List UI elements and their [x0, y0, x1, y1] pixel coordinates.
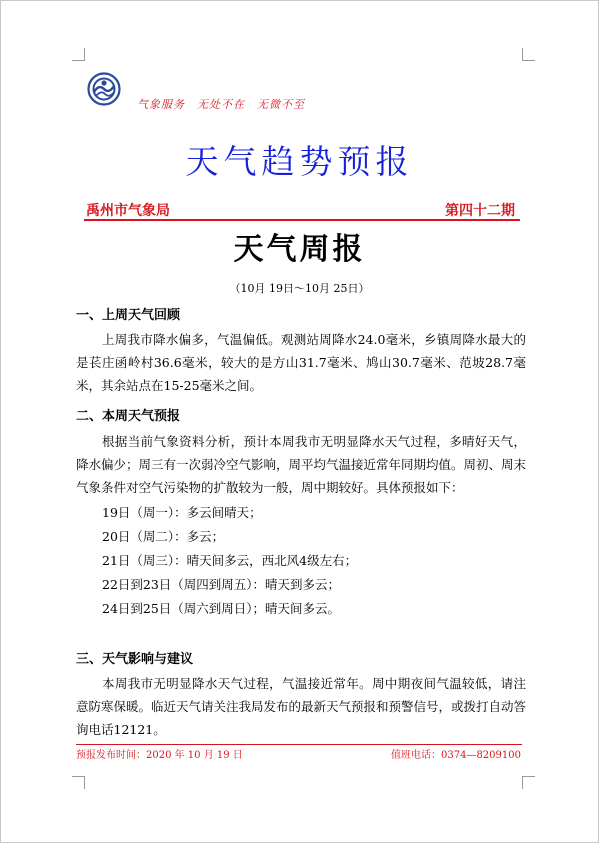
- section-heading: 三、天气影响与建议: [76, 652, 194, 667]
- crop-mark-bottom-right: [522, 776, 535, 789]
- organization-name: 禹州市气象局: [86, 203, 170, 219]
- crop-mark-top-left: [72, 48, 85, 61]
- crop-mark-bottom-left: [72, 776, 85, 789]
- forecast-period: （10月 19日～10月 25日）: [229, 282, 370, 295]
- meteorological-bureau-logo-icon: [87, 72, 121, 106]
- section-impact-advice: [76, 648, 526, 741]
- section-paragraph: 本周我市无明显降水天气过程，气温接近常年。周中期夜间气温较低，请注意防寒保暖。临近天气请关注我局发布的最新天气预报和预警信号，或拨打自动答询电话12121。: [76, 676, 527, 737]
- section-last-week: [76, 304, 526, 397]
- section-heading: 二、本周天气预报: [76, 409, 181, 424]
- forecast-item: 20日（周二）：多云；: [102, 529, 225, 544]
- service-slogan: 气象服务 无处不在 无微不至: [137, 98, 305, 111]
- section-heading: 一、上周天气回顾: [76, 308, 181, 323]
- footer-divider: [76, 744, 522, 745]
- forecast-item: 21日（周三）：晴天间多云，西北风4级左右；: [102, 553, 358, 568]
- header-divider: [84, 219, 520, 221]
- duty-phone: 值班电话：0374—8209100: [391, 750, 521, 761]
- document-title: 天气周报: [233, 232, 366, 267]
- forecast-item: 22日到23日（周四到周五）：晴天到多云；: [102, 577, 341, 592]
- section-paragraph: 上周我市降水偏多，气温偏低。观测站周降水24.0毫米，乡镇周降水最大的是苌庄函岭村36.6毫米，较大的是方山31.7毫米、鸠山30.7毫米、范坡28.7毫米，其余站点在15-25毫米之间。: [76, 332, 526, 393]
- section-paragraph: 根据当前气象资料分析，预计本周我市无明显降水天气过程，多晴好天气，降水偏少；周三有一次弱冷空气影响，周平均气温接近常年同期均值。周初、周末气象条件对空气污染物的扩散较为一般，周中期较好。具体预报如下：: [76, 434, 527, 495]
- crop-mark-top-right: [522, 48, 535, 61]
- issue-number: 第四十二期: [445, 203, 515, 219]
- release-time: 预报发布时间：2020 年 10 月 19 日: [76, 750, 243, 761]
- section-this-week: [76, 405, 526, 621]
- main-title: 天气趋势预报: [185, 142, 414, 181]
- forecast-item: 24日到25日（周六到周日）；晴天间多云。: [102, 601, 341, 616]
- forecast-item: 19日（周一）：多云间晴天；: [102, 505, 262, 520]
